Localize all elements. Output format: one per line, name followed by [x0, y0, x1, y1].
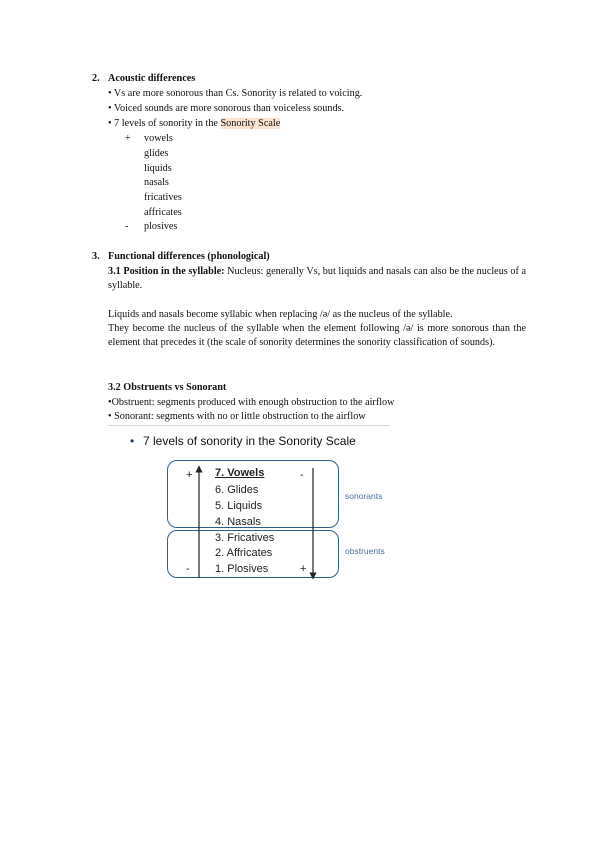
- level-fricatives: 3. Fricatives: [215, 532, 275, 544]
- left-bottom-sign: -: [186, 563, 190, 575]
- scale-item: liquids: [144, 163, 172, 174]
- obstruents-label: obstruents: [345, 546, 385, 556]
- syllabic-paragraph: Liquids and nasals become syllabic when replacing /ə/ as the nucleus of the syllable.: [108, 309, 453, 320]
- section-2-bullet-2: • Voiced sounds are more sonorous than voiceless sounds.: [108, 103, 345, 114]
- scale-minus-sign: -: [125, 221, 129, 232]
- obstruent-definition: •Obstruent: segments produced with enough obstruction to the airflow: [108, 397, 395, 408]
- level-plosives: 1. Plosives: [215, 563, 269, 575]
- subsection-3-1-text: Nucleus: generally Vs, but liquids and nasals can also be the nucleus of a syllable.: [108, 266, 526, 291]
- scale-item: affricates: [144, 207, 182, 218]
- scale-item: fricatives: [144, 192, 182, 203]
- scale-item: vowels: [144, 133, 173, 144]
- scale-plus-sign: +: [125, 133, 131, 144]
- level-vowels: 7. Vowels: [215, 467, 265, 479]
- sonority-scale-highlight: Sonority Scale: [220, 118, 281, 129]
- section-2-heading: Acoustic differences: [108, 73, 196, 84]
- right-top-sign: -: [300, 469, 304, 481]
- right-bottom-sign: +: [300, 563, 307, 575]
- section-3-number: 3.: [92, 251, 100, 262]
- level-liquids: 5. Liquids: [215, 500, 263, 512]
- level-glides: 6. Glides: [215, 484, 259, 496]
- level-affricates: 2. Affricates: [215, 547, 273, 559]
- sonorant-definition: • Sonorant: segments with no or little obstruction to the airflow: [108, 411, 366, 422]
- scale-item: plosives: [144, 221, 178, 232]
- section-3-heading: Functional differences (phonological): [108, 251, 270, 262]
- level-nasals: 4. Nasals: [215, 516, 261, 528]
- section-2-bullet-1: • Vs are more sonorous than Cs. Sonority is related to voicing.: [108, 88, 363, 99]
- figure-bullet: •: [130, 434, 135, 448]
- scale-item: nasals: [144, 177, 169, 188]
- sonorants-label: sonorants: [345, 491, 383, 501]
- left-top-sign: +: [186, 469, 193, 481]
- figure-title: 7 levels of sonority in the Sonority Scale: [143, 434, 356, 448]
- nucleus-paragraph: They become the nucleus of the syllable when the element following /ə/ is more sonorous than the element that precedes it (the scale of sonority determines the sonority classification of sounds).: [108, 323, 526, 348]
- subsection-3-1-label: 3.1 Position in the syllable:: [108, 266, 225, 277]
- section-2-number: 2.: [92, 73, 100, 84]
- subsection-3-2-heading: 3.2 Obstruents vs Sonorant: [108, 382, 227, 393]
- bullet-3-prefix: • 7 levels of sonority in the: [108, 118, 221, 129]
- scale-item: glides: [144, 148, 169, 159]
